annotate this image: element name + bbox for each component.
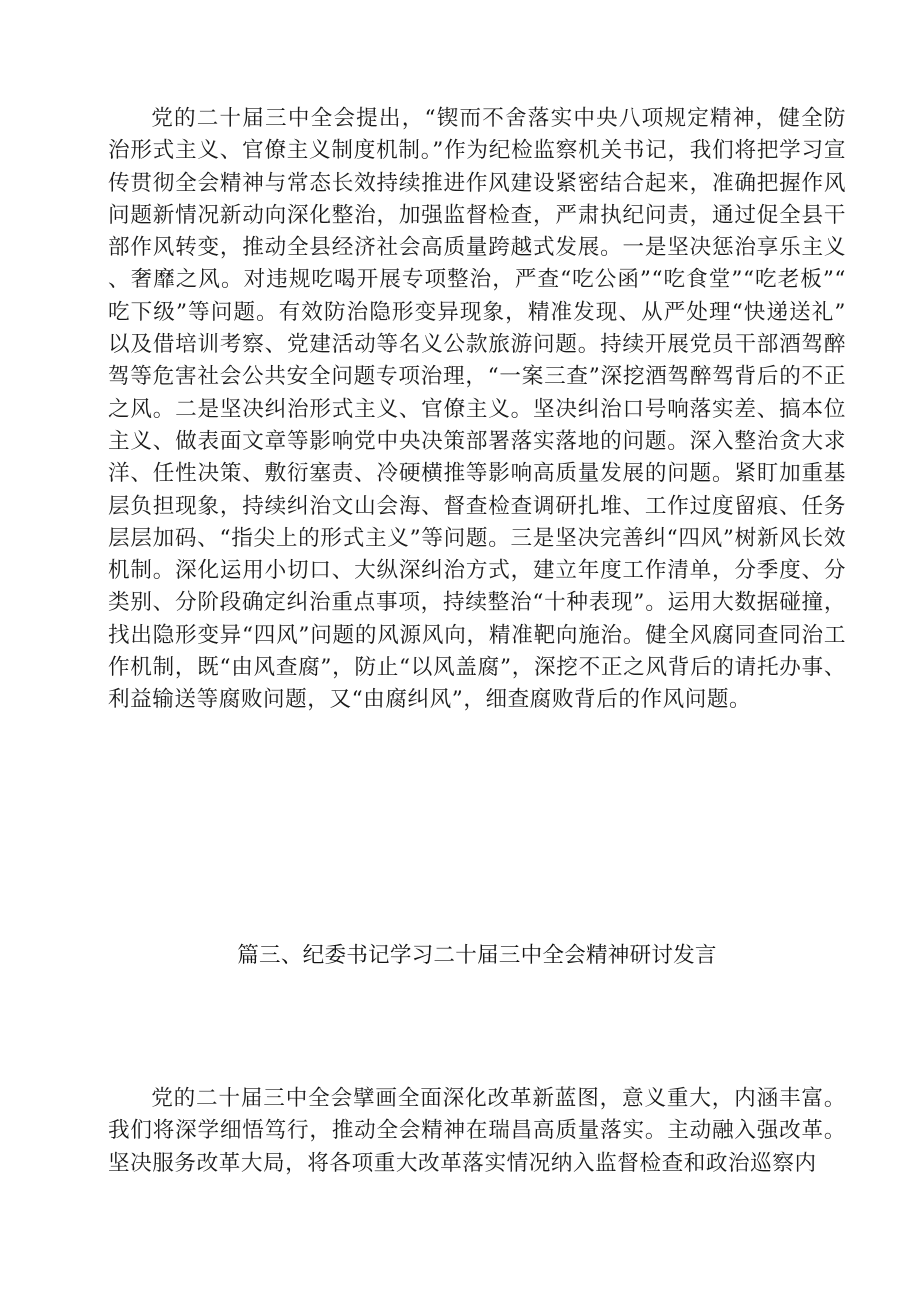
body-paragraph: 党的二十届三中全会擘画全面深化改革新蓝图，意义重大，内涵丰富。我们将深学细悟笃行，推动全会精神在瑞昌高质量落实。主动融入强改革。坚决服务改革大局，将各项重大改革落实情况纳入监督检查和政治巡察内	[108, 1086, 846, 1176]
body-paragraph: 党的二十届三中全会提出，“锲而不舍落实中央八项规定精神，健全防治形式主义、官僚主义制度机制。”作为纪检监察机关书记，我们将把学习宣传贯彻全会精神与常态长效持续推进作风建设紧密结合起来，准确把握作风问题新情况新动向深化整治，加强监督检查，严肃执纪问责，通过促全县干部作风转变，推动全县经济社会高质量跨越式发展。一是坚决惩治享乐主义、奢靡之风。对违规吃喝开展专项整治，严查“吃公函”“吃食堂”“吃老板”“吃下级”等问题。有效防治隐形变异现象，精准发现、从严处理“快递送礼”以及借培训考察、党建活动等名义公款旅游问题。持续开展党员干部酒驾醉驾等危害社会公共安全问题专项治理，“一案三查”深挖酒驾醉驾背后的不正之风。二是坚决纠治形式主义、官僚主义。坚决纠治口号响落实差、搞本位主义、做表面文章等影响党中央决策部署落实落地的问题。深入整治贪大求洋、任性决策、敷衍塞责、冷硬横推等影响高质量发展的问题。紧盯加重基层负担现象，持续纠治文山会海、督查检查调研扎堆、工作过度留痕、任务层层加码、“指尖上的形式主义”等问题。三是坚决完善纠“四风”树新风长效机制。深化运用小切口、大纵深纠治方式，建立年度工作清单，分季度、分类别、分阶段确定纠治重点事项，持续整治“十种表现”。运用大数据碰撞，找出隐形变异“四风”问题的风源风向，精准靶向施治。健全风腐同查同治工作机制，既“由风查腐”，防止“以风盖腐”，深挖不正之风背后的请托办事、利益输送等腐败问题，又“由腐纠风”，细查腐败背后的作风问题。	[108, 106, 846, 713]
section-heading: 篇三、纪委书记学习二十届三中全会精神研讨发言	[237, 943, 717, 968]
